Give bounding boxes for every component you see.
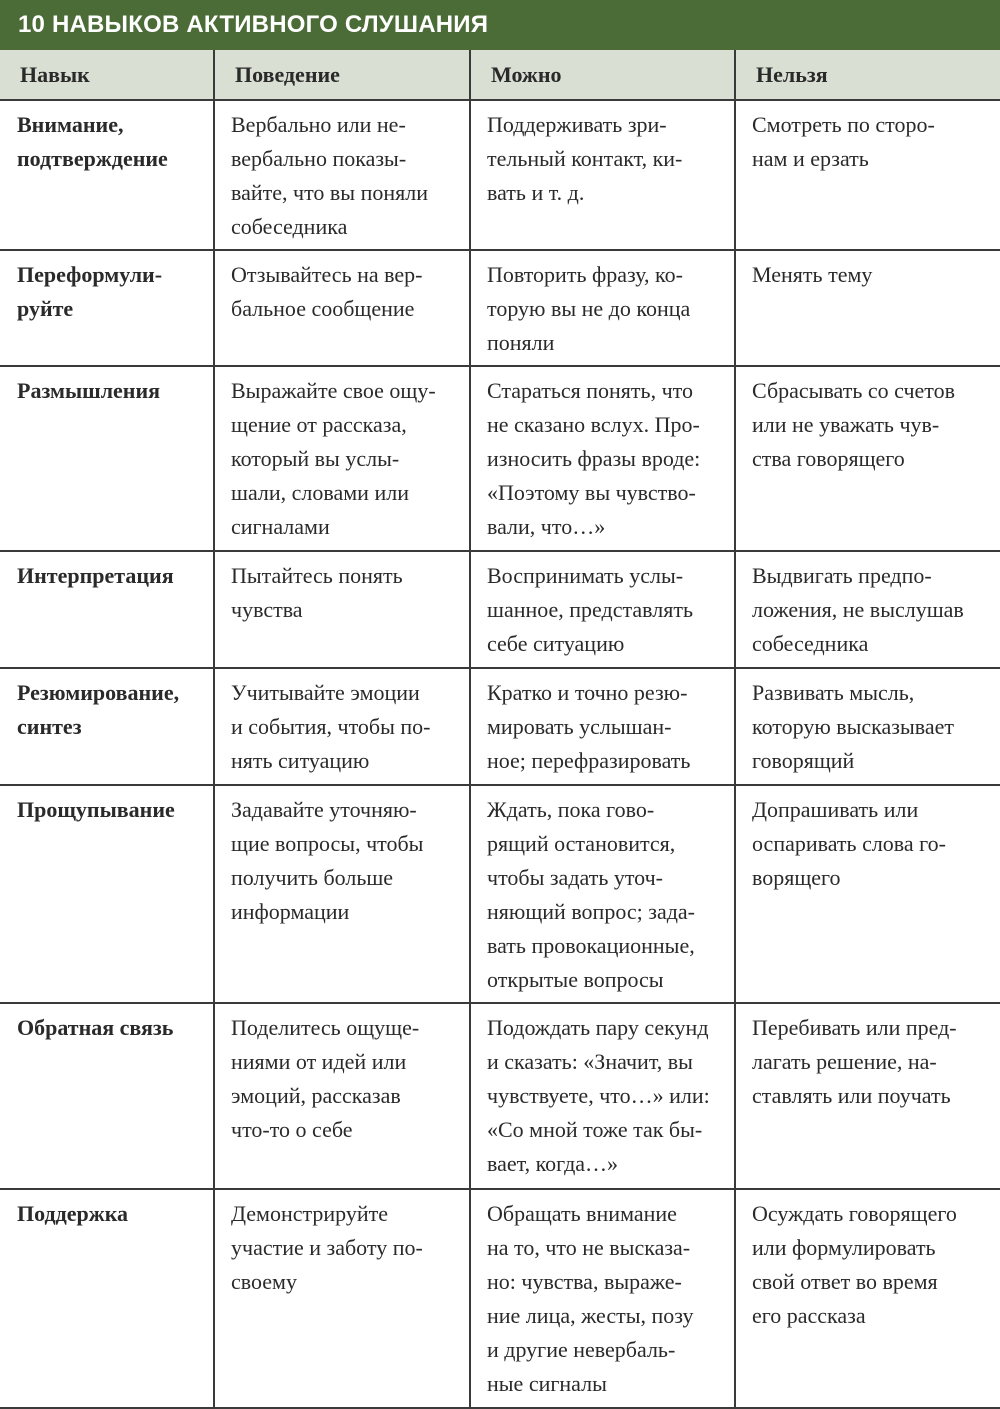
behavior-cell xyxy=(214,366,470,551)
skill-cell xyxy=(0,1003,214,1189)
column-header-skill: Навык xyxy=(0,50,214,100)
cell-text-line: чувствуете, что…» или: xyxy=(487,1083,710,1108)
cell-text-line: тельный контакт, ки- xyxy=(487,146,683,171)
cell-text-line: «Поэтому вы чувство- xyxy=(487,480,696,505)
cell-text-line: на то, что не высказа- xyxy=(487,1235,691,1260)
cell-text-line: мировать услышан- xyxy=(487,714,672,739)
cell-text-line: который вы услы- xyxy=(231,446,400,471)
cell-text-line: ставлять или поучать xyxy=(752,1083,951,1108)
cell-text-line: что-то о себе xyxy=(231,1117,353,1142)
cell-text-line: «Со мной тоже так бы- xyxy=(487,1117,703,1142)
cell-text-line: свой ответ во время xyxy=(752,1269,938,1294)
cell-text-line: нять ситуацию xyxy=(231,748,370,773)
cell-text-line: Вербально или не- xyxy=(231,112,406,137)
forbidden-cell xyxy=(735,250,1000,366)
cell-text-line: ное; перефразировать xyxy=(487,748,691,773)
cell-text-line: бальное сообщение xyxy=(231,296,415,321)
cell-text-line: открытые вопросы xyxy=(487,967,664,992)
forbidden-cell xyxy=(735,785,1000,1003)
cell-text-line: Перебивать или пред- xyxy=(752,1015,957,1040)
cell-text-line: руйте xyxy=(17,296,74,321)
skill-cell xyxy=(0,366,214,551)
cell-text-line: вербально показы- xyxy=(231,146,407,171)
skills-table xyxy=(0,50,1000,1409)
forbidden-cell xyxy=(735,551,1000,668)
allowed-cell xyxy=(470,100,735,250)
cell-text-line: износить фразы вроде: xyxy=(487,446,701,471)
cell-text-line: Стараться понять, что xyxy=(487,378,693,403)
cell-text-line: себе ситуацию xyxy=(487,631,625,656)
cell-text-line: его рассказа xyxy=(752,1303,866,1328)
allowed-cell xyxy=(470,1189,735,1408)
behavior-cell xyxy=(214,551,470,668)
cell-text-line: Демонстрируйте xyxy=(231,1201,389,1226)
cell-text-line: Интерпретация xyxy=(17,563,174,588)
table-row xyxy=(0,100,1000,250)
cell-text-line: ниями от идей или xyxy=(231,1049,407,1074)
cell-text-line: лагать решение, на- xyxy=(752,1049,937,1074)
cell-text-line: или не уважать чув- xyxy=(752,412,940,437)
forbidden-cell xyxy=(735,668,1000,785)
cell-text-line: чтобы задать уточ- xyxy=(487,865,663,890)
allowed-cell xyxy=(470,250,735,366)
cell-text-line: щение от рассказа, xyxy=(231,412,407,437)
cell-text-line: Повторить фразу, ко- xyxy=(487,262,683,287)
cell-text-line: и сказать: «Значит, вы xyxy=(487,1049,693,1074)
cell-text-line: оспаривать слова го- xyxy=(752,831,946,856)
cell-text-line: Поддерживать зри- xyxy=(487,112,667,137)
table-title: 10 НАВЫКОВ АКТИВНОГО СЛУШАНИЯ xyxy=(0,0,1000,50)
table-row xyxy=(0,668,1000,785)
cell-text-line: Задавайте уточняю- xyxy=(231,797,417,822)
cell-text-line: Выдвигать предпо- xyxy=(752,563,932,588)
cell-text-line: Менять тему xyxy=(752,262,873,287)
allowed-cell xyxy=(470,668,735,785)
cell-text-line: не сказано вслух. Про- xyxy=(487,412,700,437)
cell-text-line: и события, чтобы по- xyxy=(231,714,431,739)
cell-text-line: ства говорящего xyxy=(752,446,905,471)
cell-text-line: своему xyxy=(231,1269,297,1294)
behavior-cell xyxy=(214,1189,470,1408)
cell-text-line: вайте, что вы поняли xyxy=(231,180,428,205)
cell-text-line: Поддержка xyxy=(17,1201,129,1226)
cell-text-line: чувства xyxy=(231,597,303,622)
cell-text-line: Пытайтесь понять xyxy=(231,563,403,588)
forbidden-cell xyxy=(735,366,1000,551)
cell-text-line: рящий остановится, xyxy=(487,831,676,856)
cell-text-line: Обращать внимание xyxy=(487,1201,677,1226)
cell-text-line: Выражайте свое ощу- xyxy=(231,378,436,403)
cell-text-line: которую высказывает xyxy=(752,714,955,739)
skill-cell xyxy=(0,100,214,250)
cell-text-line: Сбрасывать со счетов xyxy=(752,378,956,403)
skill-cell xyxy=(0,1189,214,1408)
column-header-behavior: Поведение xyxy=(214,50,470,100)
table-row xyxy=(0,366,1000,551)
table-row xyxy=(0,1003,1000,1189)
cell-text-line: шанное, представлять xyxy=(487,597,693,622)
cell-text-line: эмоций, рассказав xyxy=(231,1083,401,1108)
cell-text-line: поняли xyxy=(487,330,555,355)
forbidden-cell xyxy=(735,1003,1000,1189)
cell-text-line: Резюмирование, xyxy=(17,680,180,705)
cell-text-line: Прощупывание xyxy=(17,797,175,822)
column-header-allowed: Можно xyxy=(470,50,735,100)
allowed-cell xyxy=(470,551,735,668)
cell-text-line: Кратко и точно резю- xyxy=(487,680,688,705)
skill-cell xyxy=(0,785,214,1003)
cell-text-line: торую вы не до конца xyxy=(487,296,691,321)
cell-text-line: Допрашивать или xyxy=(752,797,919,822)
cell-text-line: няющий вопрос; зада- xyxy=(487,899,695,924)
skill-cell xyxy=(0,668,214,785)
cell-text-line: Отзывайтесь на вер- xyxy=(231,262,423,287)
cell-text-line: Осуждать говорящего xyxy=(752,1201,957,1226)
skill-cell xyxy=(0,250,214,366)
cell-text-line: нам и ерзать xyxy=(752,146,869,171)
skill-cell xyxy=(0,551,214,668)
cell-text-line: подтверждение xyxy=(17,146,168,171)
cell-text-line: ложения, не выслушав xyxy=(752,597,964,622)
cell-text-line: и другие невербаль- xyxy=(487,1337,676,1362)
cell-text-line: говорящий xyxy=(752,748,855,773)
cell-text-line: сигналами xyxy=(231,514,330,539)
cell-text-line: Ждать, пока гово- xyxy=(487,797,655,822)
cell-text-line: вать провокационные, xyxy=(487,933,695,958)
allowed-cell xyxy=(470,366,735,551)
table-row xyxy=(0,250,1000,366)
cell-text-line: или формулировать xyxy=(752,1235,936,1260)
table-row xyxy=(0,551,1000,668)
cell-text-line: Подождать пару секунд xyxy=(487,1015,709,1040)
cell-text-line: получить больше xyxy=(231,865,394,890)
behavior-cell xyxy=(214,250,470,366)
cell-text-line: ные сигналы xyxy=(487,1371,607,1396)
cell-text-line: собеседника xyxy=(752,631,869,656)
cell-text-line: Размышления xyxy=(17,378,161,403)
cell-text-line: Поделитесь ощуще- xyxy=(231,1015,420,1040)
behavior-cell xyxy=(214,1003,470,1189)
forbidden-cell xyxy=(735,100,1000,250)
forbidden-cell xyxy=(735,1189,1000,1408)
column-header-forbidden: Нельзя xyxy=(735,50,1000,100)
cell-text-line: информации xyxy=(231,899,350,924)
cell-text-line: Смотреть по сторо- xyxy=(752,112,935,137)
cell-text-line: щие вопросы, чтобы xyxy=(231,831,424,856)
cell-text-line: Внимание, xyxy=(17,112,124,137)
cell-text-line: ворящего xyxy=(752,865,841,890)
cell-text-line: шали, словами или xyxy=(231,480,409,505)
allowed-cell xyxy=(470,785,735,1003)
cell-text-line: вали, что…» xyxy=(487,514,606,539)
cell-text-line: Воспринимать услы- xyxy=(487,563,684,588)
cell-text-line: но: чувства, выраже- xyxy=(487,1269,682,1294)
cell-text-line: Учитывайте эмоции xyxy=(231,680,420,705)
cell-text-line: собеседника xyxy=(231,214,348,239)
cell-text-line: вает, когда…» xyxy=(487,1151,619,1176)
cell-text-line: Обратная связь xyxy=(17,1015,174,1040)
allowed-cell xyxy=(470,1003,735,1189)
table-row xyxy=(0,1189,1000,1408)
behavior-cell xyxy=(214,100,470,250)
cell-text-line: Переформули- xyxy=(17,262,163,287)
table-row xyxy=(0,785,1000,1003)
cell-text-line: ние лица, жесты, позу xyxy=(487,1303,694,1328)
behavior-cell xyxy=(214,668,470,785)
cell-text-line: вать и т. д. xyxy=(487,180,585,205)
behavior-cell xyxy=(214,785,470,1003)
cell-text-line: Развивать мысль, xyxy=(752,680,915,705)
cell-text-line: участие и заботу по- xyxy=(231,1235,423,1260)
header-row xyxy=(0,50,1000,100)
cell-text-line: синтез xyxy=(17,714,82,739)
